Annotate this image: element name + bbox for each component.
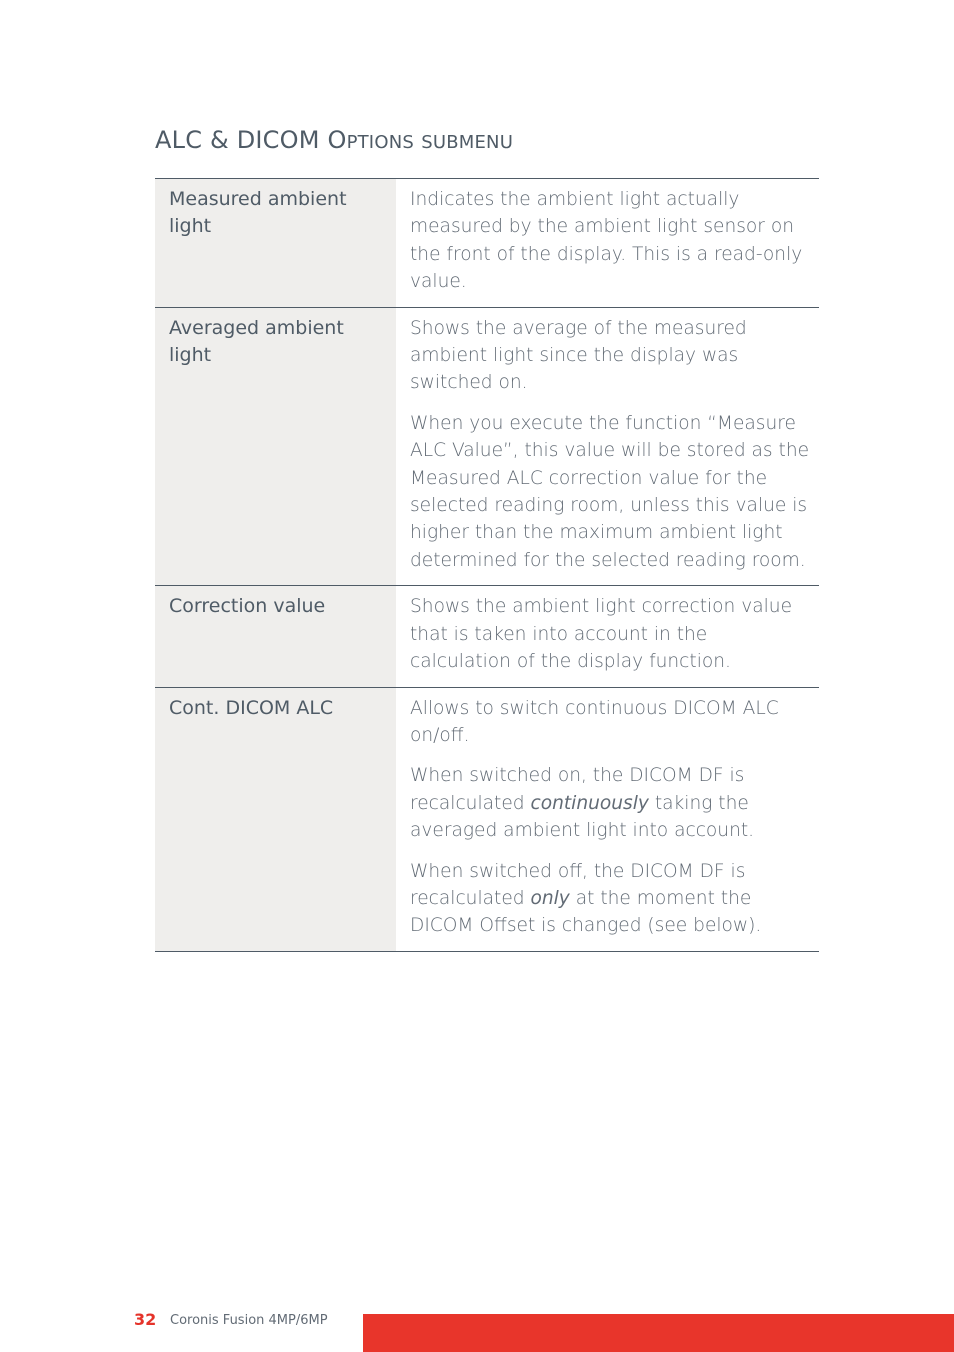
page-number: 32: [134, 1310, 157, 1329]
term-correction-value: Correction value: [169, 595, 326, 618]
description-paragraph: Shows the average of the measured ambient light since the display was switched on.: [410, 317, 747, 394]
description-paragraph: Indicates the ambient light actually measured by the ambient light sensor on the front of the display. This is a read-only value.: [410, 189, 803, 293]
description-paragraph: When you execute the function “Measure ALC Value”, this value will be stored as the Measured ALC correction value for the selected reading room, unless this value is higher than the maximum ambient light determined for the selected reading room.: [410, 412, 810, 571]
description-paragraph: Allows to switch continuous DICOM ALC on/off.: [410, 697, 779, 746]
description-paragraph: When switched on, the DICOM DF is recalculated continuously taking the averaged ambient light into account.: [410, 765, 755, 842]
description-averaged-ambient-light: [396, 308, 819, 586]
emphasis-text: only: [530, 887, 570, 909]
options-table: [155, 178, 819, 952]
table-row-correction-value: [155, 586, 819, 687]
section-title: ALC & DICOM OPTIONS SUBMENU: [155, 126, 514, 154]
description-paragraph: Shows the ambient light correction value that is taken into account in the calculation of the display function.: [410, 596, 793, 673]
description-correction-value: [396, 586, 819, 686]
description-paragraph: When switched off, the DICOM DF is recalculated only at the moment the DICOM Offset is changed (see below).: [410, 860, 762, 937]
term-averaged-ambient-light: Averaged ambient light: [169, 316, 344, 366]
table-row-averaged-ambient-light: [155, 307, 819, 586]
term-measured-ambient-light: Measured ambient light: [169, 188, 347, 237]
table-row-measured-ambient-light: [155, 179, 819, 308]
footer-product-name: Coronis Fusion 4MP/6MP: [170, 1313, 328, 1328]
emphasis-text: continuously: [530, 792, 649, 814]
description-cont-dicom-alc: [396, 688, 819, 951]
table-row-cont-dicom-alc: [155, 687, 819, 951]
term-cont-dicom-alc: Cont. DICOM ALC: [169, 696, 334, 719]
description-measured-ambient-light: [396, 179, 819, 307]
footer-accent-bar: [363, 1314, 954, 1352]
